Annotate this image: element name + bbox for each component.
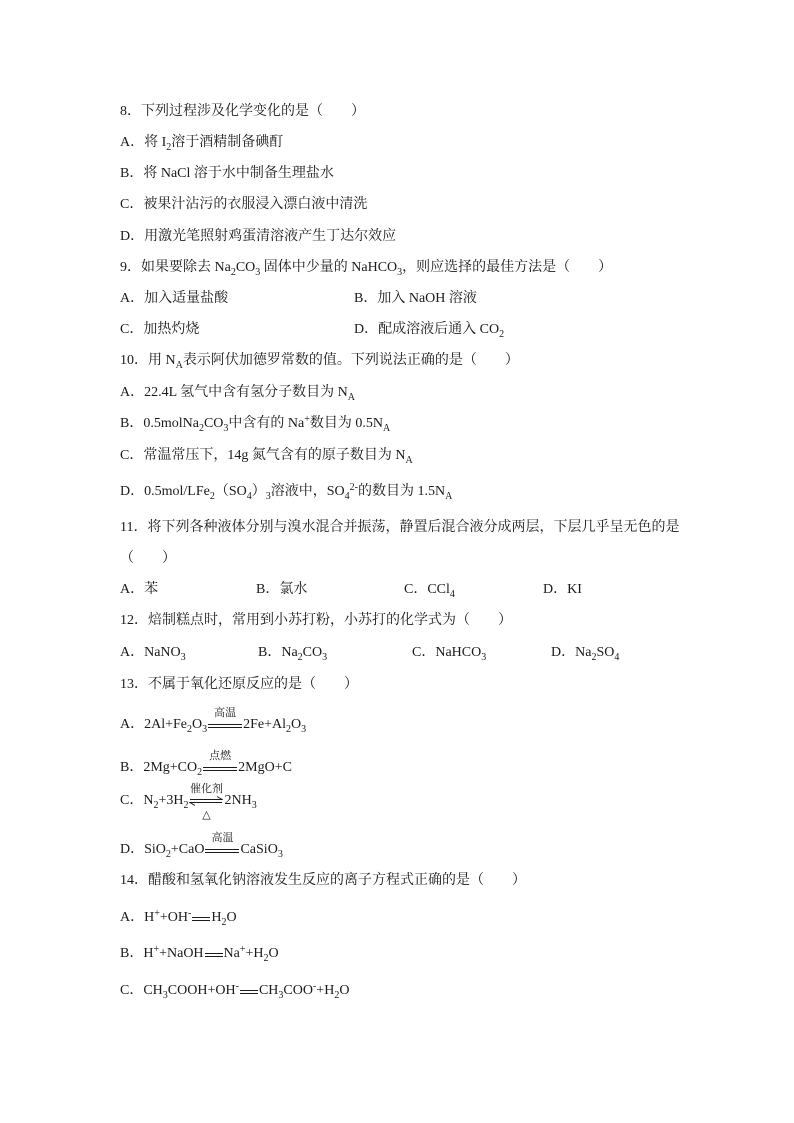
q11-option-c bbox=[404, 582, 455, 598]
text-run: +CaO bbox=[170, 842, 205, 857]
condition-label-below: △ bbox=[202, 809, 211, 821]
text-run: 表示阿伏加德罗常数的值。下列说法正确的是（ ） bbox=[182, 353, 519, 368]
superscript: - bbox=[235, 981, 239, 992]
double-line-sign bbox=[208, 724, 242, 728]
subscript: 2 bbox=[286, 724, 292, 735]
text-run: A．将 I bbox=[120, 135, 167, 150]
subscript: 2 bbox=[263, 953, 269, 964]
q12-option-b bbox=[258, 645, 327, 661]
text-run: 11．将下列各种液体分别与溴水混合并振荡，静置后混合液分成两层，下层几乎呈无色的是 bbox=[120, 520, 680, 535]
reversible-arrow-icon bbox=[189, 796, 223, 806]
subscript: 3 bbox=[278, 990, 284, 1001]
text-run: C．N bbox=[120, 793, 154, 808]
text-run: CO bbox=[302, 645, 323, 660]
q12-option-c bbox=[412, 645, 486, 661]
text-run: （ ） bbox=[120, 551, 176, 566]
q9-stem bbox=[120, 260, 612, 276]
subscript: A bbox=[347, 392, 355, 403]
subscript: 3 bbox=[255, 267, 261, 278]
condition-label-above: 高温 bbox=[211, 832, 234, 844]
q9-option-d bbox=[354, 322, 504, 338]
q13-option-c bbox=[120, 783, 257, 821]
subscript: 2 bbox=[334, 990, 340, 1001]
q13-stem bbox=[120, 677, 358, 693]
q13-option-d bbox=[120, 832, 283, 860]
subscript: 3 bbox=[397, 267, 403, 278]
text-run: Na bbox=[223, 946, 240, 961]
text-run: 2Fe+Al bbox=[243, 717, 287, 732]
text-run: 2MgO+C bbox=[238, 760, 292, 775]
text-run: B．将 NaCl 溶于水中制备生理盐水 bbox=[120, 166, 334, 181]
q10-stem bbox=[120, 353, 519, 369]
subscript: 2 bbox=[209, 491, 215, 502]
text-run: +NaOH bbox=[159, 946, 204, 961]
text-run: C．加热灼烧 bbox=[120, 322, 200, 337]
subscript: 4 bbox=[246, 491, 252, 502]
condition-label-above: 催化剂 bbox=[189, 783, 223, 795]
text-run: A．22.4L 氢气中含有氢分子数目为 N bbox=[120, 385, 348, 400]
subscript: 3 bbox=[265, 491, 271, 502]
condition-label-above: 高温 bbox=[214, 707, 237, 719]
text-run: 数目为 0.5N bbox=[309, 416, 383, 431]
double-equals-sign bbox=[191, 910, 211, 926]
q8-option-c bbox=[120, 197, 367, 213]
q13-option-a bbox=[120, 707, 307, 735]
q10-option-d bbox=[120, 484, 452, 500]
text-run: ） bbox=[251, 484, 266, 499]
q13-option-b bbox=[120, 750, 292, 778]
q11-option-a bbox=[120, 582, 158, 598]
q14-option-b bbox=[120, 946, 279, 962]
text-run: C．NaHCO bbox=[412, 645, 482, 660]
text-run: C．常温常压下，14g 氮气含有的原子数目为 N bbox=[120, 448, 406, 463]
q9-option-c bbox=[120, 322, 199, 338]
text-run: ，则应选择的最佳方法是（ ） bbox=[402, 260, 613, 275]
text-run: 溶于酒精制备碘酊 bbox=[171, 135, 284, 150]
text-run: 10．用 N bbox=[120, 353, 176, 368]
text-run: D．SiO bbox=[120, 842, 166, 857]
q12-option-a bbox=[120, 645, 186, 661]
text-run: A．加入适量盐酸 bbox=[120, 291, 229, 306]
subscript: 3 bbox=[251, 800, 257, 811]
q12-stem bbox=[120, 613, 512, 629]
text-run: +H bbox=[316, 983, 335, 998]
q9-option-a bbox=[120, 291, 228, 307]
superscript: - bbox=[312, 981, 317, 992]
subscript: 2 bbox=[165, 849, 171, 860]
subscript: 2 bbox=[221, 917, 227, 928]
subscript: 3 bbox=[301, 724, 307, 735]
q12-option-d bbox=[551, 645, 619, 661]
text-run: 中含有的 Na bbox=[228, 416, 305, 431]
subscript: 3 bbox=[180, 652, 186, 663]
text-run: B．Na bbox=[258, 645, 298, 660]
text-run: +OH bbox=[159, 910, 188, 925]
text-run: A．2Al+Fe bbox=[120, 717, 188, 732]
text-run: B．H bbox=[120, 946, 154, 961]
text-run: B．氯水 bbox=[256, 582, 308, 597]
text-run: C．CH bbox=[120, 983, 163, 998]
text-run: C．CCl bbox=[404, 582, 450, 597]
text-run: B．加入 NaOH 溶液 bbox=[354, 291, 477, 306]
text-run: O bbox=[268, 946, 279, 961]
text-run: CO bbox=[203, 416, 224, 431]
q10-option-b bbox=[120, 416, 390, 432]
text-run: O bbox=[226, 910, 237, 925]
text-run: B．2Mg+CO bbox=[120, 760, 198, 775]
text-run: COOH+OH bbox=[167, 983, 236, 998]
q9-option-b bbox=[354, 291, 477, 307]
text-run: 13．不属于氧化还原反应的是（ ） bbox=[120, 677, 358, 692]
q8-stem bbox=[120, 104, 365, 120]
subscript: 2 bbox=[197, 767, 203, 778]
subscript: A bbox=[445, 491, 453, 502]
subscript: 2 bbox=[187, 724, 193, 735]
text-run: D．0.5mol/LFe bbox=[120, 484, 210, 499]
text-run: C．被果汁沾污的衣服浸入漂白液中清洗 bbox=[120, 197, 368, 212]
text-run: CH bbox=[258, 983, 279, 998]
reaction-condition-arrow bbox=[208, 707, 242, 733]
condition-label-above: 点燃 bbox=[209, 750, 232, 762]
superscript: + bbox=[154, 908, 160, 919]
text-run: SO bbox=[596, 645, 615, 660]
subscript: 3 bbox=[277, 849, 283, 860]
text-run: CO bbox=[235, 260, 256, 275]
text-run: 的数目为 1.5N bbox=[358, 484, 446, 499]
text-run: B．0.5molNa bbox=[120, 416, 199, 431]
q11-option-d bbox=[543, 582, 582, 598]
text-run: 12．焙制糕点时，常用到小苏打粉，小苏打的化学式为（ ） bbox=[120, 613, 512, 628]
text-run: 2NH bbox=[224, 793, 252, 808]
text-run: +H bbox=[245, 946, 264, 961]
reaction-condition-arrow bbox=[189, 783, 223, 821]
q10-option-c bbox=[120, 448, 413, 464]
superscript: + bbox=[304, 414, 310, 425]
subscript: 4 bbox=[344, 491, 350, 502]
subscript: 4 bbox=[449, 589, 455, 600]
text-run: A．苯 bbox=[120, 582, 159, 597]
subscript: 2 bbox=[230, 267, 236, 278]
subscript: 2 bbox=[198, 423, 204, 434]
text-run: A．H bbox=[120, 910, 155, 925]
subscript: 3 bbox=[322, 652, 328, 663]
subscript: 2 bbox=[153, 800, 159, 811]
q8-option-d bbox=[120, 229, 396, 245]
subscript: A bbox=[405, 455, 413, 466]
q14-option-c bbox=[120, 983, 349, 999]
reaction-condition-arrow bbox=[205, 832, 239, 858]
text-run: 溶液中，SO bbox=[270, 484, 345, 499]
text-run: A．NaNO bbox=[120, 645, 181, 660]
text-run: 固体中少量的 NaHCO bbox=[260, 260, 398, 275]
text-run: D．配成溶液后通入 CO bbox=[354, 322, 500, 337]
superscript: + bbox=[239, 944, 246, 955]
q11-stem bbox=[120, 520, 679, 536]
subscript: 3 bbox=[162, 990, 168, 1001]
reaction-condition-arrow bbox=[203, 750, 237, 776]
text-run: COO bbox=[283, 983, 313, 998]
subscript: A bbox=[175, 360, 183, 371]
double-line-sign bbox=[205, 849, 239, 853]
double-equals-sign bbox=[204, 946, 224, 962]
subscript: 2 bbox=[499, 329, 505, 340]
subscript: 3 bbox=[223, 423, 229, 434]
q14-option-a bbox=[120, 910, 237, 926]
text-run: 8．下列过程涉及化学变化的是（ ） bbox=[120, 104, 365, 119]
q11-answer-paren bbox=[120, 551, 176, 567]
text-run: +3H bbox=[158, 793, 184, 808]
superscript: - bbox=[188, 908, 192, 919]
subscript: 2 bbox=[591, 652, 597, 663]
subscript: 2 bbox=[297, 652, 303, 663]
double-equals-sign bbox=[239, 983, 259, 999]
q10-option-a bbox=[120, 385, 355, 401]
text-run: （SO bbox=[214, 484, 247, 499]
text-run: 9．如果要除去 Na bbox=[120, 260, 231, 275]
text-run: D．用激光笔照射鸡蛋清溶液产生丁达尔效应 bbox=[120, 229, 397, 244]
text-run: O bbox=[192, 717, 203, 732]
text-run: O bbox=[291, 717, 302, 732]
q8-option-a bbox=[120, 135, 283, 151]
q14-stem bbox=[120, 873, 526, 889]
subscript: 4 bbox=[614, 652, 620, 663]
superscript: 2- bbox=[349, 482, 358, 493]
text-run: D．KI bbox=[543, 582, 582, 597]
double-line-sign bbox=[203, 767, 237, 771]
text-run: 14．醋酸和氢氧化钠溶液发生反应的离子方程式正确的是（ ） bbox=[120, 873, 526, 888]
subscript: 3 bbox=[202, 724, 208, 735]
superscript: + bbox=[153, 944, 160, 955]
text-run: O bbox=[339, 983, 350, 998]
text-run: CaSiO bbox=[240, 842, 278, 857]
q8-option-b bbox=[120, 166, 334, 182]
subscript: 2 bbox=[183, 800, 189, 811]
subscript: 3 bbox=[481, 652, 487, 663]
q11-option-b bbox=[256, 582, 307, 598]
subscript: 2 bbox=[166, 142, 172, 153]
text-run: H bbox=[211, 910, 222, 925]
text-run: D．Na bbox=[551, 645, 592, 660]
subscript: A bbox=[383, 423, 391, 434]
